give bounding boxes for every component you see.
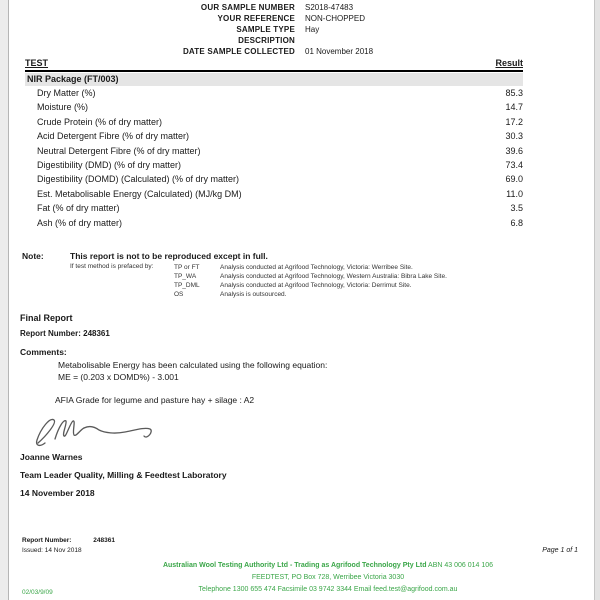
column-result: Result	[495, 58, 523, 68]
table-row	[25, 144, 523, 158]
company-line	[80, 562, 576, 569]
header-field-row	[10, 35, 460, 46]
test-name: Neutral Detergent Fibre (% of dry matter)	[37, 145, 201, 156]
final-report-title: Final Report	[20, 313, 73, 323]
test-name: Est. Metabolisable Energy (Calculated) (MJ/kg DM)	[37, 188, 242, 199]
signatory-title: Team Leader Quality, Milling & Feedtest Laboratory	[20, 470, 227, 480]
test-result: 6.8	[510, 217, 523, 228]
test-result: 73.4	[505, 159, 523, 170]
test-result: 39.6	[505, 145, 523, 156]
field-value	[295, 35, 305, 46]
test-name: Digestibility (DOMD) (Calculated) (% of dry matter)	[37, 174, 240, 185]
method-row	[174, 281, 447, 290]
note-label: Note:	[22, 251, 44, 261]
field-label: DATE SAMPLE COLLECTED	[182, 47, 295, 56]
form-code: 02/03/9/09	[22, 589, 53, 596]
method-code: TP_DML	[174, 282, 200, 289]
field-label: SAMPLE TYPE	[236, 25, 295, 34]
test-result: 17.2	[505, 116, 523, 127]
table-row	[25, 86, 523, 100]
method-code: TP_WA	[174, 273, 197, 280]
page-indicator: Page 1 of 1	[542, 547, 578, 554]
test-result: 30.3	[505, 131, 523, 142]
comment-line: Metabolisable Energy has been calculated using the following equation:	[58, 360, 328, 370]
note-text: This report is not to be reproduced except in full.	[70, 251, 268, 261]
method-row	[174, 272, 447, 281]
test-result: 69.0	[505, 174, 523, 185]
test-name: Digestibility (DMD) (% of dry matter)	[37, 159, 182, 170]
method-desc: Analysis conducted at Agrifood Technology, Victoria: Derrimut Site.	[220, 282, 412, 289]
table-row	[25, 172, 523, 186]
table-row	[25, 115, 523, 129]
method-code: TP or FT	[174, 264, 200, 271]
company-name: Australian Wool Testing Authority Ltd - Trading as Agrifood Technology Pty Ltd	[162, 562, 427, 569]
table-row	[25, 158, 523, 172]
test-result: 11.0	[506, 188, 523, 199]
comment-line: AFIA Grade for legume and pasture hay + silage : A2	[55, 395, 255, 405]
field-value: 01 November 2018	[305, 47, 374, 56]
page-right-edge	[594, 0, 600, 600]
column-test: TEST	[25, 58, 49, 68]
page-left-edge	[0, 0, 9, 600]
method-desc: Analysis conducted at Agrifood Technology, Western Australia: Bibra Lake Site.	[220, 273, 447, 280]
test-result: 85.3	[505, 88, 523, 98]
field-label: DESCRIPTION	[238, 36, 295, 45]
company-address: FEEDTEST, PO Box 728, Werribee Victoria 3030	[251, 574, 405, 581]
comments-heading: Comments:	[20, 347, 67, 357]
method-desc: Analysis is outsourced.	[220, 291, 287, 298]
field-value: NON-CHOPPED	[305, 14, 366, 23]
header-field-row	[10, 24, 460, 35]
signoff-date: 14 November 2018	[20, 488, 95, 498]
method-row	[174, 290, 447, 299]
table-row	[25, 201, 523, 215]
results-table-header	[25, 57, 523, 72]
field-value: Hay	[305, 25, 320, 34]
test-result: 14.7	[505, 102, 523, 113]
test-name: Acid Detergent Fibre (% of dry matter)	[37, 131, 190, 142]
table-row	[25, 100, 523, 114]
test-name: Crude Protein (% of dry matter)	[37, 116, 163, 127]
section-nir-package: NIR Package (FT/003)	[25, 73, 523, 86]
test-name: Ash (% of dry matter)	[37, 217, 123, 228]
signature-image	[25, 412, 165, 457]
header-field-row	[10, 46, 460, 57]
test-name: Fat (% of dry matter)	[37, 203, 120, 214]
footer-issued-date: Issued: 14 Nov 2018	[22, 547, 82, 554]
table-row	[25, 216, 523, 230]
test-name: Moisture (%)	[37, 102, 89, 113]
results-table	[25, 57, 523, 230]
footer-report-number-value: 248361	[93, 537, 115, 544]
signatory-name: Joanne Warnes	[20, 452, 83, 462]
test-name: Dry Matter (%)	[37, 88, 96, 98]
test-result: 3.5	[510, 203, 523, 214]
method-desc: Analysis conducted at Agrifood Technology, Victoria: Werribee Site.	[220, 264, 413, 271]
company-contact: Telephone 1300 655 474 Facsimile 03 9742 3344 Email feed.test@agrifood.com.au	[198, 586, 458, 593]
method-row	[174, 263, 447, 272]
table-row	[25, 129, 523, 143]
footer-report-number-label: Report Number:	[22, 537, 72, 544]
report-number: Report Number: 248361	[20, 329, 110, 338]
footer-report-number	[22, 537, 115, 544]
field-label: YOUR REFERENCE	[217, 14, 295, 23]
field-label: OUR SAMPLE NUMBER	[200, 3, 295, 12]
company-abn: ABN 43 006 014 106	[426, 562, 494, 569]
method-code: OS	[174, 291, 184, 298]
field-value: S2018-47483	[305, 3, 354, 12]
table-row	[25, 187, 523, 201]
sample-header	[10, 2, 460, 57]
header-field-row	[10, 2, 460, 13]
note-preface: If test method is prefaced by:	[70, 263, 154, 270]
header-field-row	[10, 13, 460, 24]
method-legend	[174, 263, 447, 299]
comment-line: ME = (0.203 x DOMD%) - 3.001	[58, 372, 179, 382]
